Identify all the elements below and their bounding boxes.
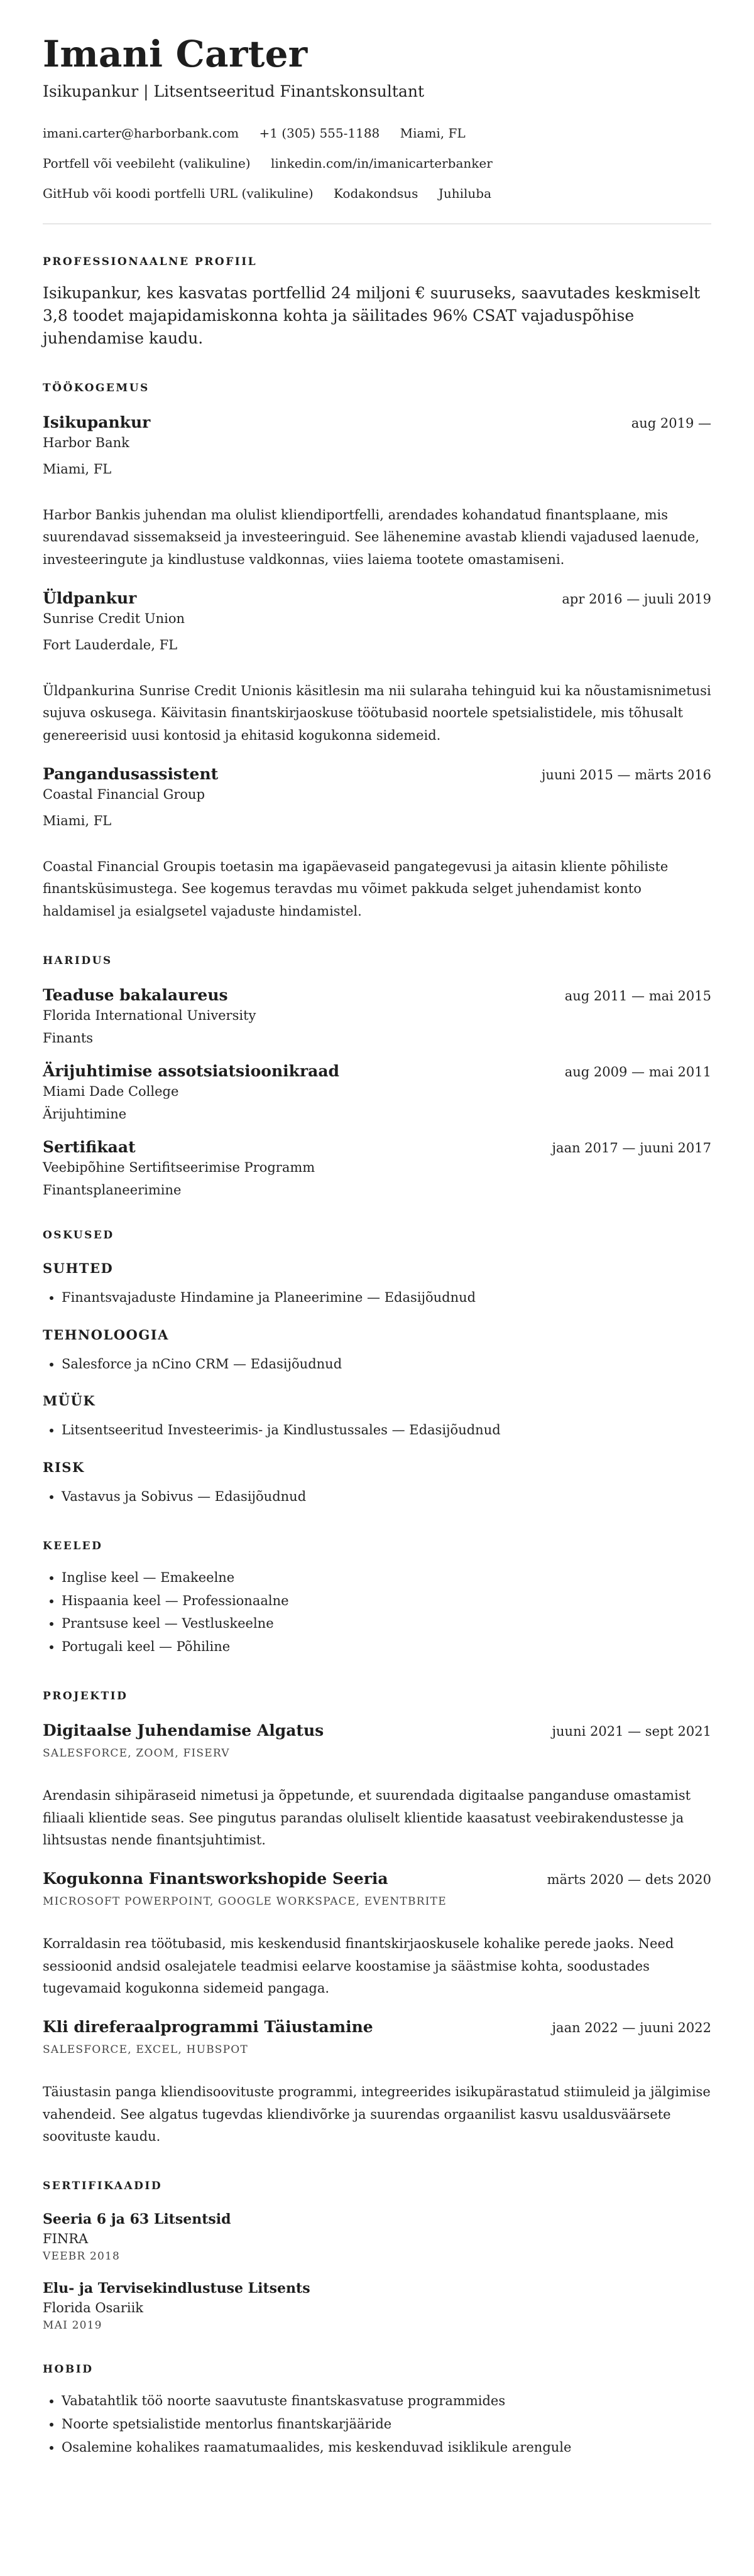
hobby-item: • Noorte spetsialistide mentorlus finantskarjääride	[62, 2413, 711, 2436]
project-description: Korraldasin rea töötubasid, mis keskendusid finantskirjaoskusele kohalike perede jaoks. Need sessioonid andsid osalejatele teadmisi eelarve koostamise ja säästmise kohta, soodustades tugevamaid kogukonna sidemeid pangaga.	[43, 1935, 674, 1996]
contact-linkedin[interactable]: linkedin.com/in/imanicarterbanker	[270, 155, 493, 171]
degree-title: Teaduse bakalaureus	[43, 985, 228, 1004]
project-description: Arendasin sihipäraseid nimetusi ja õppetunde, et suurendada digitaalse panganduse omastamist filiaali klientide seas. See pingutus parandas oluliselt klientide kaasatust veebirakendustesse ja lihtsustas nende finantsjuhtimist.	[43, 1787, 691, 1848]
section-title-education: HARIDUS	[43, 954, 112, 967]
education-entry	[43, 1062, 711, 1122]
contact-drivers-license: Juhiluba	[438, 185, 491, 201]
profile-section	[43, 256, 711, 350]
school-name: Florida International University	[43, 1007, 256, 1023]
contact-citizenship: Kodakondsus	[334, 185, 418, 201]
skill-list	[43, 1353, 711, 1376]
skills-section	[43, 1229, 711, 1508]
job-location: Fort Lauderdale, FL	[43, 637, 178, 652]
certification-entry	[43, 2280, 711, 2332]
project-entry	[43, 1721, 711, 1852]
job-company: Sunrise Credit Union	[43, 610, 185, 626]
languages-section	[43, 1540, 711, 1659]
resume-header	[43, 35, 711, 201]
contact-location: Miami, FL	[400, 125, 466, 141]
job-location: Miami, FL	[43, 813, 112, 828]
contact-github[interactable]: GitHub või koodi portfelli URL (valikuline)	[43, 185, 314, 201]
skill-list	[43, 1286, 711, 1309]
hobbies-section	[43, 2363, 711, 2459]
skill-item: • Vastavus ja Sobivus — Edasijõudnud	[62, 1485, 711, 1508]
project-name: Digitaalse Juhendamise Algatus	[43, 1721, 324, 1740]
contact-line-1	[43, 126, 711, 141]
experience-section	[43, 382, 711, 923]
education-entry	[43, 1138, 711, 1198]
candidate-headline: Isikupankur | Litsentseeritud Finantskonsultant	[43, 82, 425, 100]
project-dates: märts 2020 — dets 2020	[547, 1871, 711, 1887]
job-location: Miami, FL	[43, 461, 112, 477]
job-dates: aug 2019 —	[631, 415, 711, 431]
projects-section	[43, 1690, 711, 2148]
job-description: Üldpankurina Sunrise Credit Unionis käsitlesin ma nii sularaha tehinguid kui ka nõustamisnimetusi sujuva oskusega. Käivitasin finantskirjaoskuse töötubasid noortele spetsialistidele, mis tõhusalt genereerisid uusi kontosid ja ehitasid kogukonna sidemeid.	[43, 683, 711, 744]
job-dates: juuni 2015 — märts 2016	[541, 767, 711, 782]
job-company: Harbor Bank	[43, 435, 129, 450]
project-name: Kogukonna Finantsworkshopide Seeria	[43, 1869, 388, 1888]
study-field: Finantsplaneerimine	[43, 1182, 182, 1198]
project-description: Täiustasin panga kliendisoovituste programmi, integreerides isikupärastatud stiimuleid ja jälgimise vahendeid. See algatus tugevdas kliendivõrke ja suurendas orgaanilist kasvu usaldusväärsete soovituste kaudu.	[43, 2084, 711, 2145]
section-title-languages: KEELED	[43, 1539, 103, 1552]
project-entry	[43, 1870, 711, 2000]
profile-summary: Isikupankur, kes kasvatas portfellid 24 miljoni € suuruseks, saavutades keskmiselt 3,8 toodet majapidamiskonna kohta ja säilitades 96% CSAT vajaduspõhise juhendamise kaudu.	[43, 283, 701, 348]
certification-name: Elu- ja Tervisekindlustuse Litsents	[43, 2280, 310, 2297]
skill-item: • Litsentseeritud Investeerimis- ja Kindlustussales — Edasijõudnud	[62, 1419, 711, 1442]
skill-category: TEHNOLOOGIA	[43, 1326, 169, 1343]
hobby-item: • Osalemine kohalikes raamatumaalides, mis keskenduvad isiklikule arengule	[62, 2436, 711, 2459]
skill-item: • Salesforce ja nCino CRM — Edasijõudnud	[62, 1353, 711, 1376]
job-title: Üldpankur	[43, 588, 137, 607]
candidate-name: Imani Carter	[43, 33, 308, 75]
degree-title: Sertifikaat	[43, 1137, 136, 1156]
contact-phone[interactable]: +1 (305) 555-1188	[259, 125, 380, 141]
section-title-profile: PROFESSIONAALNE PROFIIL	[43, 255, 258, 268]
project-dates: juuni 2021 — sept 2021	[552, 1723, 711, 1739]
project-name: Kli direferaalprogrammi Täiustamine	[43, 2017, 373, 2036]
language-item: • Hispaania keel — Professionaalne	[62, 1589, 711, 1613]
experience-entry	[43, 589, 711, 747]
study-field: Ärijuhtimine	[43, 1106, 127, 1122]
education-entry	[43, 986, 711, 1046]
section-title-certifications: SERTIFIKAADID	[43, 2180, 163, 2193]
experience-entry	[43, 413, 711, 571]
job-title: Isikupankur	[43, 413, 151, 431]
certification-issuer: Florida Osariik	[43, 2300, 144, 2316]
degree-dates: aug 2011 — mai 2015	[564, 988, 711, 1004]
skill-category: RISK	[43, 1459, 85, 1476]
skill-item: • Finantsvajaduste Hindamine ja Planeerimine — Edasijõudnud	[62, 1286, 711, 1309]
certification-name: Seeria 6 ja 63 Litsentsid	[43, 2211, 231, 2228]
skill-category: SUHTED	[43, 1260, 114, 1276]
education-section	[43, 955, 711, 1198]
degree-dates: jaan 2017 — juuni 2017	[552, 1140, 711, 1155]
skill-list	[43, 1419, 711, 1442]
certification-date: MAI 2019	[43, 2319, 102, 2332]
project-entry	[43, 2018, 711, 2148]
hobby-item: • Vabatahtlik töö noorte saavutuste finantskasvatuse programmides	[62, 2389, 711, 2413]
language-item: • Inglise keel — Emakeelne	[62, 1566, 711, 1589]
language-item: • Portugali keel — Põhiline	[62, 1635, 711, 1659]
experience-entry	[43, 765, 711, 923]
degree-dates: aug 2009 — mai 2011	[564, 1064, 711, 1080]
certifications-section	[43, 2180, 711, 2332]
section-title-projects: PROJEKTID	[43, 1689, 128, 1702]
section-title-skills: OSKUSED	[43, 1228, 114, 1242]
section-title-hobbies: HOBID	[43, 2363, 94, 2376]
degree-title: Ärijuhtimise assotsiatsioonikraad	[43, 1061, 339, 1080]
project-tech: SALESFORCE, ZOOM, FISERV	[43, 1746, 230, 1760]
job-title: Pangandusassistent	[43, 764, 219, 783]
contact-line-2	[43, 156, 711, 171]
job-company: Coastal Financial Group	[43, 786, 205, 802]
skill-list	[43, 1485, 711, 1508]
project-tech: SALESFORCE, EXCEL, HUBSPOT	[43, 2043, 248, 2056]
project-dates: jaan 2022 — juuni 2022	[552, 2020, 711, 2035]
contact-email[interactable]: imani.carter@harborbank.com	[43, 125, 239, 141]
certification-issuer: FINRA	[43, 2231, 89, 2247]
contact-line-3	[43, 186, 711, 201]
section-title-experience: TÖÖKOGEMUS	[43, 381, 150, 394]
language-list	[43, 1566, 711, 1659]
school-name: Miami Dade College	[43, 1083, 179, 1099]
contact-website[interactable]: Portfell või veebileht (valikuline)	[43, 155, 251, 171]
job-description: Coastal Financial Groupis toetasin ma igapäevaseid pangategevusi ja aitasin kliente põhiliste finantsküsimustega. See kogemus teravdas mu võimet pakkuda selget juhendamist konto haldamisel ja esialgsetel vajaduste hindamistel.	[43, 858, 669, 919]
certification-entry	[43, 2211, 711, 2263]
study-field: Finants	[43, 1030, 94, 1046]
hobby-list	[43, 2389, 711, 2459]
job-description: Harbor Bankis juhendan ma olulist kliendiportfelli, arendades kohandatud finantsplaane, mis suurendavad sissemakseid ja investeeringuid. See lähenemine avastab kliendi vajadused laenude, investeeringute ja kindlustuse valdkonnas, viies laiema tootete omastamiseni.	[43, 507, 700, 568]
project-tech: MICROSOFT POWERPOINT, GOOGLE WORKSPACE, EVENTBRITE	[43, 1895, 447, 1908]
certification-date: VEEBR 2018	[43, 2250, 121, 2263]
skill-category: MÜÜK	[43, 1393, 96, 1409]
language-item: • Prantsuse keel — Vestluskeelne	[62, 1612, 711, 1635]
job-dates: apr 2016 — juuli 2019	[562, 591, 711, 607]
school-name: Veebipõhine Sertifitseerimise Programm	[43, 1159, 315, 1175]
